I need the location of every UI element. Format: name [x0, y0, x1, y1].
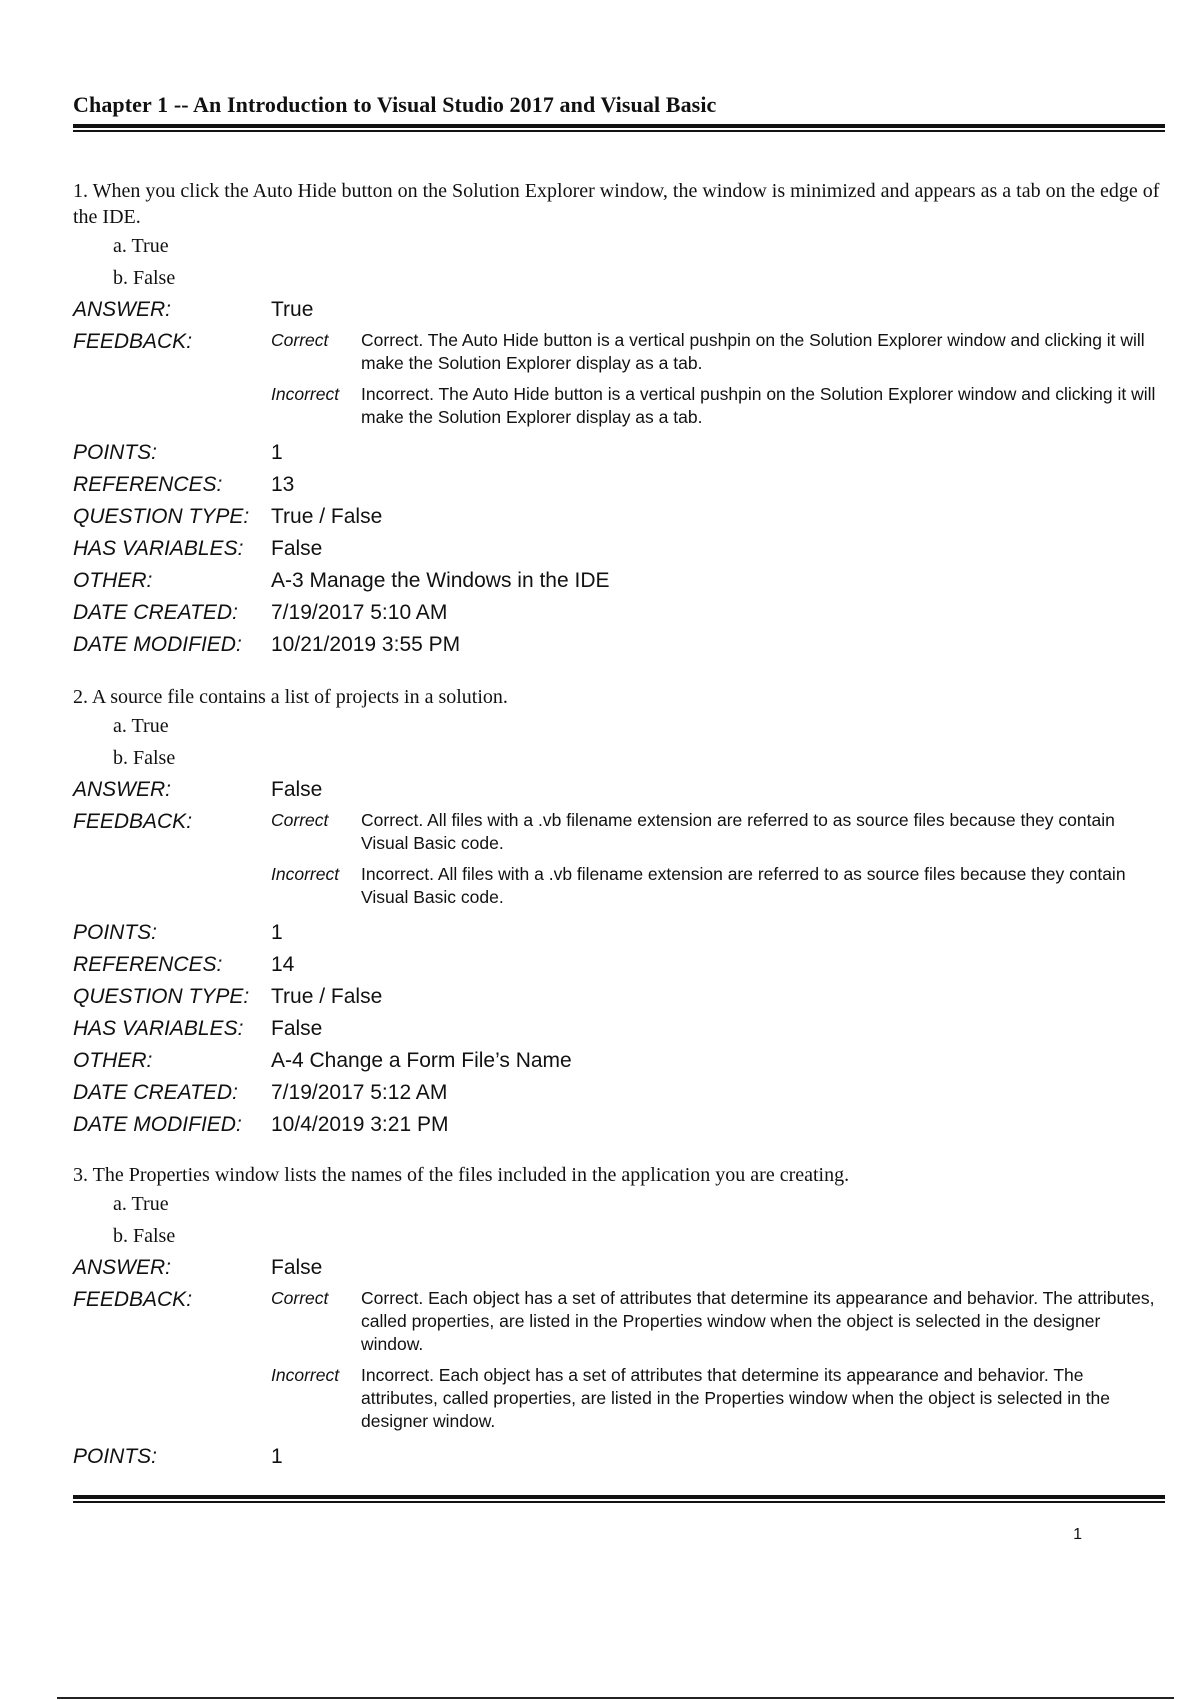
points-row — [73, 437, 1165, 469]
answer-label: ANSWER: — [73, 778, 172, 801]
answer-row — [73, 1252, 1165, 1284]
feedback-block — [271, 326, 1165, 437]
answer-value: False — [271, 778, 323, 801]
feedback-incorrect-text: Incorrect. Each object has a set of attributes that determine its appearance and behavior. The attributes, called properties, are listed in the Properties window when the object is selected in the designer window. — [361, 1365, 1111, 1431]
date-modified-row — [73, 629, 1165, 661]
choice-b: b. False — [113, 747, 176, 769]
page-number: 1 — [1073, 1526, 1082, 1543]
question-type-label: QUESTION TYPE: — [73, 505, 250, 528]
choice-a: a. True — [113, 235, 169, 257]
has-variables-value: False — [271, 537, 323, 560]
other-label: OTHER: — [73, 1049, 153, 1072]
points-label: POINTS: — [73, 921, 158, 944]
feedback-correct — [271, 1287, 1165, 1356]
feedback-incorrect-label: Incorrect — [271, 864, 340, 884]
choice-b: b. False — [113, 267, 176, 289]
points-value: 1 — [271, 921, 283, 944]
feedback-incorrect-label: Incorrect — [271, 1365, 340, 1385]
feedback-correct-text: Correct. All files with a .vb filename extension are referred to as source files because they contain Visual Basic code. — [361, 810, 1115, 853]
feedback-incorrect-text: Incorrect. All files with a .vb filename extension are referred to as source files because they contain Visual Basic code. — [361, 864, 1126, 907]
question-1 — [73, 178, 1165, 661]
question-stem: 3. The Properties window lists the names of the files included in the application you are creating. — [73, 1164, 850, 1186]
points-row — [73, 1441, 1165, 1473]
date-modified-value: 10/21/2019 3:55 PM — [271, 633, 461, 656]
points-value: 1 — [271, 1445, 283, 1468]
other-value: A-3 Manage the Windows in the IDE — [271, 569, 610, 592]
date-created-value: 7/19/2017 5:12 AM — [271, 1081, 448, 1104]
feedback-row — [73, 806, 1165, 917]
has-variables-row — [73, 533, 1165, 565]
date-created-label: DATE CREATED: — [73, 1081, 238, 1104]
answer-label: ANSWER: — [73, 1256, 172, 1279]
header-double-rule — [73, 124, 1165, 132]
date-created-label: DATE CREATED: — [73, 601, 238, 624]
footer-double-rule — [73, 1495, 1165, 1503]
page-bottom-edge-line — [57, 1697, 1174, 1699]
feedback-incorrect-label: Incorrect — [271, 384, 340, 404]
feedback-incorrect — [271, 1364, 1165, 1433]
answer-row — [73, 774, 1165, 806]
date-modified-value: 10/4/2019 3:21 PM — [271, 1113, 449, 1136]
choice-a: a. True — [113, 715, 169, 737]
has-variables-value: False — [271, 1017, 323, 1040]
question-2 — [73, 684, 1165, 1141]
feedback-correct-label: Correct — [271, 1288, 329, 1308]
feedback-row — [73, 1284, 1165, 1441]
feedback-block — [271, 806, 1165, 917]
other-value: A-4 Change a Form File’s Name — [271, 1049, 572, 1072]
feedback-label: FEEDBACK: — [73, 1288, 193, 1311]
other-row — [73, 1045, 1165, 1077]
question-stem: 2. A source file contains a list of projects in a solution. — [73, 686, 508, 708]
choice-a: a. True — [113, 1193, 169, 1215]
points-value: 1 — [271, 441, 283, 464]
has-variables-row — [73, 1013, 1165, 1045]
question-stem: 1. When you click the Auto Hide button on the Solution Explorer window, the window is minimized and appears as a tab on the edge of the IDE. — [73, 180, 1160, 228]
answer-label: ANSWER: — [73, 298, 172, 321]
question-type-row — [73, 981, 1165, 1013]
points-label: POINTS: — [73, 1445, 158, 1468]
references-value: 13 — [271, 473, 295, 496]
references-label: REFERENCES: — [73, 953, 223, 976]
references-row — [73, 469, 1165, 501]
feedback-label: FEEDBACK: — [73, 810, 193, 833]
feedback-correct-label: Correct — [271, 330, 329, 350]
question-3 — [73, 1162, 1165, 1473]
date-modified-row — [73, 1109, 1165, 1141]
feedback-correct — [271, 809, 1165, 855]
answer-row — [73, 294, 1165, 326]
choice-b: b. False — [113, 1225, 176, 1247]
feedback-correct-text: Correct. Each object has a set of attributes that determine its appearance and behavior. The attributes, called properties, are listed in the Properties window when the object is selected in the designer window. — [361, 1288, 1155, 1354]
answer-value: True — [271, 298, 314, 321]
date-modified-label: DATE MODIFIED: — [73, 1113, 242, 1136]
question-type-row — [73, 501, 1165, 533]
has-variables-label: HAS VARIABLES: — [73, 537, 244, 560]
feedback-row — [73, 326, 1165, 437]
references-value: 14 — [271, 953, 295, 976]
other-row — [73, 565, 1165, 597]
feedback-correct-label: Correct — [271, 810, 329, 830]
question-type-label: QUESTION TYPE: — [73, 985, 250, 1008]
feedback-incorrect — [271, 863, 1165, 909]
date-created-row — [73, 597, 1165, 629]
date-created-value: 7/19/2017 5:10 AM — [271, 601, 448, 624]
points-label: POINTS: — [73, 441, 158, 464]
feedback-incorrect — [271, 383, 1165, 429]
other-label: OTHER: — [73, 569, 153, 592]
date-modified-label: DATE MODIFIED: — [73, 633, 242, 656]
references-label: REFERENCES: — [73, 473, 223, 496]
question-type-value: True / False — [271, 985, 383, 1008]
date-created-row — [73, 1077, 1165, 1109]
references-row — [73, 949, 1165, 981]
feedback-block — [271, 1284, 1165, 1441]
question-type-value: True / False — [271, 505, 383, 528]
points-row — [73, 917, 1165, 949]
answer-value: False — [271, 1256, 323, 1279]
feedback-label: FEEDBACK: — [73, 330, 193, 353]
has-variables-label: HAS VARIABLES: — [73, 1017, 244, 1040]
chapter-title: Chapter 1 -- An Introduction to Visual Studio 2017 and Visual Basic — [73, 92, 717, 117]
feedback-correct-text: Correct. The Auto Hide button is a vertical pushpin on the Solution Explorer window and clicking it will make the Solution Explorer display as a tab. — [361, 330, 1145, 373]
feedback-correct — [271, 329, 1165, 375]
feedback-incorrect-text: Incorrect. The Auto Hide button is a vertical pushpin on the Solution Explorer window and clicking it will make the Solution Explorer display as a tab. — [361, 384, 1156, 427]
